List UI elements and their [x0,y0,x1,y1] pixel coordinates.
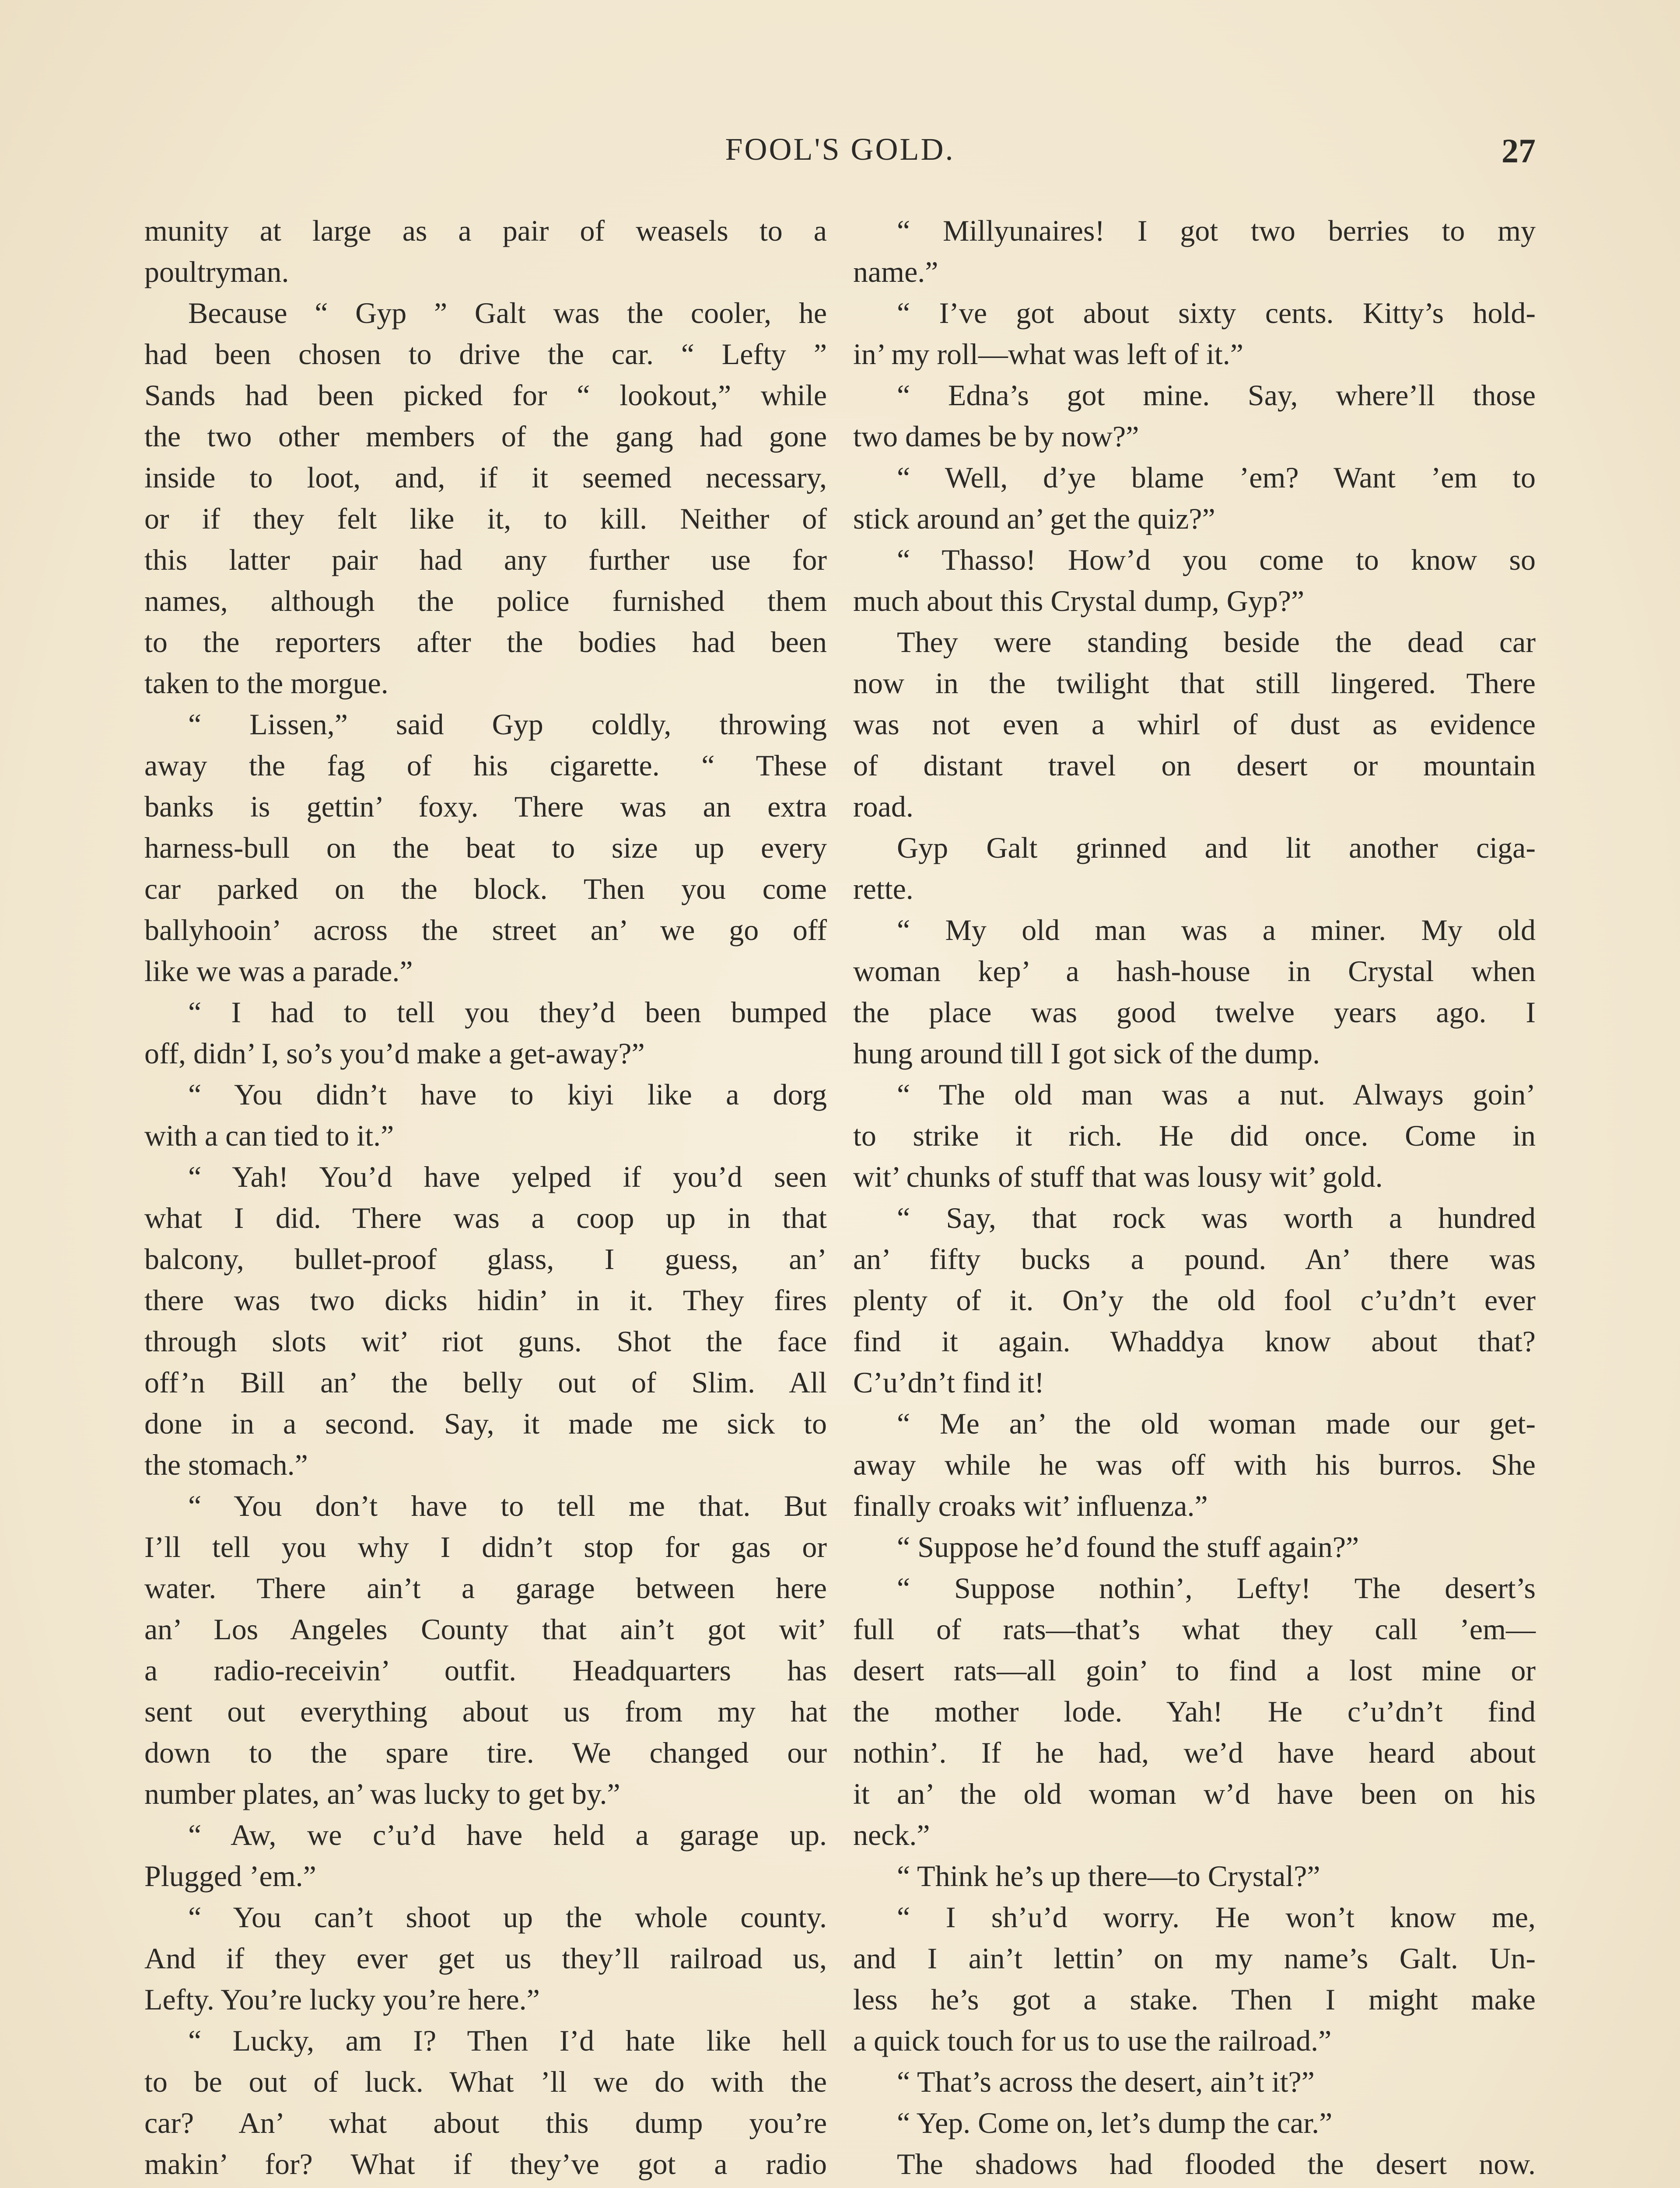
text-line: taken to the morgue. [144,666,388,700]
text-line: “ Yah! You’d have yelped if you’d seen [188,1160,827,1193]
text-line: in’ my roll—what was left of it.” [853,337,1243,371]
text-line: I’ll tell you why I didn’t stop for gas or [144,1530,827,1564]
text-line: “ Edna’s got mine. Say, where’ll those [897,379,1536,412]
text-line: the two other members of the gang had gone [144,420,827,453]
text-line: “ Lissen,” said Gyp coldly, throwing [188,708,827,741]
text-line: C’u’dn’t find it! [853,1366,1044,1399]
text-line: Lefty. You’re lucky you’re here.” [144,1983,540,2016]
text-line: with a can tied to it.” [144,1119,394,1152]
text-columns [144,210,1536,2188]
page-number: 27 [1502,132,1536,170]
text-line: “ I had to tell you they’d been bumped [188,996,827,1029]
text-line: off, didn’ I, so’s you’d make a get-away?” [144,1037,645,1070]
text-line: They were standing beside the dead car [897,625,1536,659]
text-line: away while he was off with his burros. She [853,1448,1536,1481]
text-line: now in the twilight that still lingered. There [853,666,1536,700]
text-line: full of rats—that’s what they call ’em— [853,1613,1536,1646]
text-line: “ Think he’s up there—to Crystal?” [897,1859,1320,1893]
text-line: to be out of luck. What ’ll we do with the [144,2065,827,2098]
text-line: “ Aw, we c’u’d have held a garage up. [188,1818,827,1851]
text-line: the mother lode. Yah! He c’u’dn’t find [853,1695,1536,1728]
text-line: woman kep’ a hash-house in Crystal when [853,954,1536,988]
text-line: rette. [853,872,914,905]
text-line: And if they ever get us they’ll railroad us, [144,1942,827,1975]
text-line: poultryman. [144,255,289,288]
text-line: road. [853,790,914,823]
right-column [853,210,1536,2188]
text-line: banks is gettin’ foxy. There was an extra [144,790,827,823]
text-line: balcony, bullet-proof glass, I guess, an’ [144,1242,827,1276]
left-column [144,210,827,2188]
text-line: plenty of it. On’y the old fool c’u’dn’t ever [853,1283,1536,1317]
page-header [144,131,1536,179]
text-line [853,2184,1536,2188]
text-line: away the fag of his cigarette. “ These [144,749,827,782]
text-line: water. There ain’t a garage between here [144,1571,827,1605]
text-line: like we was a parade.” [144,954,413,988]
text-line: ballyhooin’ across the street an’ we go off [144,913,827,947]
text-line: and I ain’t lettin’ on my name’s Galt. Un- [853,1942,1536,1975]
text-line: car? An’ what about this dump you’re [144,2106,827,2139]
text-line: “ Millyunaires! I got two berries to my [897,214,1536,247]
text-line: “ Yep. Come on, let’s dump the car.” [897,2106,1333,2139]
text-line: it an’ the old woman w’d have been on his [853,1777,1536,1810]
text-line: down to the spare tire. We changed our [144,1736,827,1769]
text-line: hung around till I got sick of the dump. [853,1037,1320,1070]
text-line: “ Suppose nothin’, Lefty! The desert’s [897,1571,1536,1605]
text-line: was not even a whirl of dust as evidence [853,708,1536,741]
text-line: “ My old man was a miner. My old [897,913,1536,947]
text-line: had been chosen to drive the car. “ Lefty ” [144,337,827,371]
text-line: car parked on the block. Then you come [144,872,827,905]
text-line: this latter pair had any further use for [144,543,827,576]
text-line: The shadows had flooded the desert now. [897,2147,1536,2181]
running-title: FOOL'S GOLD. [725,132,955,167]
text-line: a quick touch for us to use the railroad.” [853,2024,1332,2057]
text-line: sent out everything about us from my hat [144,1695,827,1728]
text-line: the stomach.” [144,1448,308,1481]
text-line: inside to loot, and, if it seemed necessary, [144,461,827,494]
text-line: “ You don’t have to tell me that. But [188,1489,827,1522]
text-line: much about this Crystal dump, Gyp?” [853,584,1305,617]
text-line: “ Say, that rock was worth a hundred [897,1201,1536,1234]
text-line: of distant travel on desert or mountain [853,749,1536,782]
text-line: or if they felt like it, to kill. Neither of [144,502,827,535]
text-line: an’ fifty bucks a pound. An’ there was [853,1242,1536,1276]
text-line: “ The old man was a nut. Always goin’ [897,1078,1536,1111]
text-line: “ Me an’ the old woman made our get- [897,1407,1536,1440]
text-line: makin’ for? What if they’ve got a radio [144,2147,827,2181]
text-line: munity at large as a pair of weasels to a [144,214,827,247]
text-line: desert rats—all goin’ to find a lost mine or [853,1654,1536,1687]
text-line: name.” [853,255,938,288]
text-line: stick around an’ get the quiz?” [853,502,1215,535]
text-line: “ Thasso! How’d you come to know so [897,543,1536,576]
text-line: “ I sh’u’d worry. He won’t know me, [897,1900,1536,1934]
text-line: Plugged ’em.” [144,1859,316,1893]
text-line: Sands had been picked for “ lookout,” while [144,379,827,412]
text-line: “ Well, d’ye blame ’em? Want ’em to [897,461,1536,494]
text-line: to strike it rich. He did once. Come in [853,1119,1536,1152]
text-line: an’ Los Angeles County that ain’t got wit’ [144,1613,827,1646]
text-line: number plates, an’ was lucky to get by.” [144,1777,620,1810]
text-line: to the reporters after the bodies had been [144,625,827,659]
text-line [144,2184,827,2188]
text-line: Because “ Gyp ” Galt was the cooler, he [188,296,827,330]
text-line: finally croaks wit’ influenza.” [853,1489,1208,1522]
text-line: there was two dicks hidin’ in it. They fires [144,1283,827,1317]
text-line: “ I’ve got about sixty cents. Kitty’s hold- [897,296,1536,330]
text-line: what I did. There was a coop up in that [144,1201,827,1234]
text-line: less he’s got a stake. Then I might make [853,1983,1536,2016]
text-line: names, although the police furnished them [144,584,827,617]
text-line: a radio-receivin’ outfit. Headquarters has [144,1654,827,1687]
text-line: “ That’s across the desert, ain’t it?” [897,2065,1315,2098]
text-line: harness-bull on the beat to size up every [144,831,827,864]
text-line: “ Suppose he’d found the stuff again?” [897,1530,1359,1564]
text-line: “ You can’t shoot up the whole county. [188,1900,827,1934]
text-line: the place was good twelve years ago. I [853,996,1536,1029]
text-line: neck.” [853,1818,930,1851]
text-line: “ Lucky, am I? Then I’d hate like hell [188,2024,827,2057]
text-line: through slots wit’ riot guns. Shot the face [144,1325,827,1358]
text-line: done in a second. Say, it made me sick to [144,1407,827,1440]
text-line: find it again. Whaddya know about that? [853,1325,1536,1358]
text-line: “ You didn’t have to kiyi like a dorg [188,1078,827,1111]
text-line: Gyp Galt grinned and lit another ciga- [897,831,1536,864]
text-line: two dames be by now?” [853,420,1139,453]
text-line: wit’ chunks of stuff that was lousy wit’ gold. [853,1160,1383,1193]
text-line: nothin’. If he had, we’d have heard about [853,1736,1536,1769]
text-line: off’n Bill an’ the belly out of Slim. All [144,1366,827,1399]
